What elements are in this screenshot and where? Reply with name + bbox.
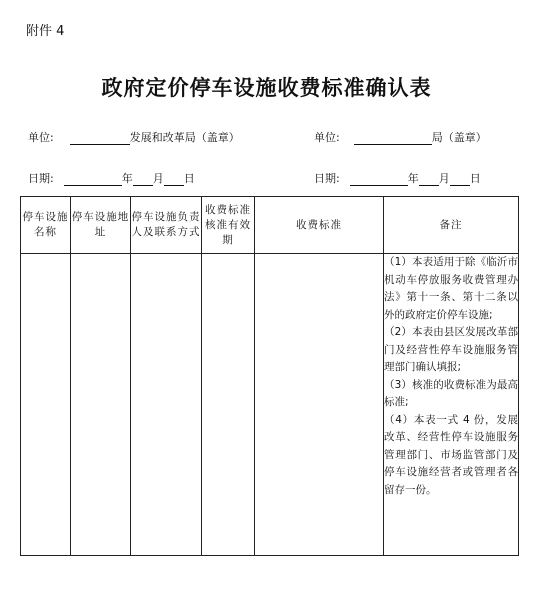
header-remarks: 备注 (384, 197, 519, 254)
approval-validity-cell[interactable] (202, 254, 255, 556)
left-date-label: 日期: (28, 172, 54, 185)
right-unit-label: 单位: (314, 131, 340, 144)
header-approval-validity: 收费标准核准有效期 (202, 197, 255, 254)
header-facility-name: 停车设施名称 (21, 197, 71, 254)
left-date-field (28, 170, 195, 186)
remark-note: （4）本表一式 4 份，发展改革、经营性停车设施服务管理部门、市场监管部门及停车设施经营者或管理者各留存一份。 (384, 413, 518, 496)
right-year-blank (350, 173, 408, 186)
right-day-blank (450, 173, 470, 186)
right-month-label: 月 (438, 172, 450, 185)
right-unit-blank (354, 132, 432, 145)
left-unit-field (28, 129, 240, 145)
right-date-field (314, 170, 481, 186)
facility-name-cell[interactable] (21, 254, 71, 556)
attachment-label: 附件 4 (26, 24, 65, 39)
left-year-label: 年 (121, 172, 133, 185)
table-body-row (21, 254, 519, 556)
right-day-label: 日 (469, 172, 481, 185)
right-unit-field (314, 129, 487, 145)
fee-standard-table (20, 196, 519, 556)
right-date-label: 日期: (314, 172, 340, 185)
left-month-blank (133, 173, 153, 186)
table-header-row (21, 197, 519, 254)
facility-contact-cell[interactable] (131, 254, 202, 556)
right-unit-suffix: 局（盖章） (431, 131, 487, 144)
facility-address-cell[interactable] (71, 254, 131, 556)
left-unit-suffix: 发展和改革局（盖章） (129, 131, 240, 144)
left-month-label: 月 (152, 172, 164, 185)
right-month-blank (419, 173, 439, 186)
header-facility-address: 停车设施地址 (71, 197, 131, 254)
remark-note: （1）本表适用于除《临沂市机动车停放服务收费管理办法》第十一条、第十二条以外的政府定价停车设施; (384, 256, 518, 321)
left-day-blank (164, 173, 184, 186)
right-year-label: 年 (407, 172, 419, 185)
header-fee-standard: 收费标准 (255, 197, 384, 254)
remarks-cell (384, 254, 519, 556)
left-day-label: 日 (183, 172, 195, 185)
page-title: 政府定价停车设施收费标准确认表 (101, 75, 432, 100)
remark-note: （3）核准的收费标准为最高标准; (384, 378, 518, 408)
left-year-blank (64, 173, 122, 186)
left-unit-blank (70, 132, 130, 145)
remark-note: （2）本表由县区发展改革部门及经营性停车设施服务管理部门确认填报; (384, 326, 518, 373)
left-unit-label: 单位: (28, 131, 54, 144)
header-facility-contact: 停车设施负责人及联系方式 (131, 197, 202, 254)
fee-standard-cell[interactable] (255, 254, 384, 556)
